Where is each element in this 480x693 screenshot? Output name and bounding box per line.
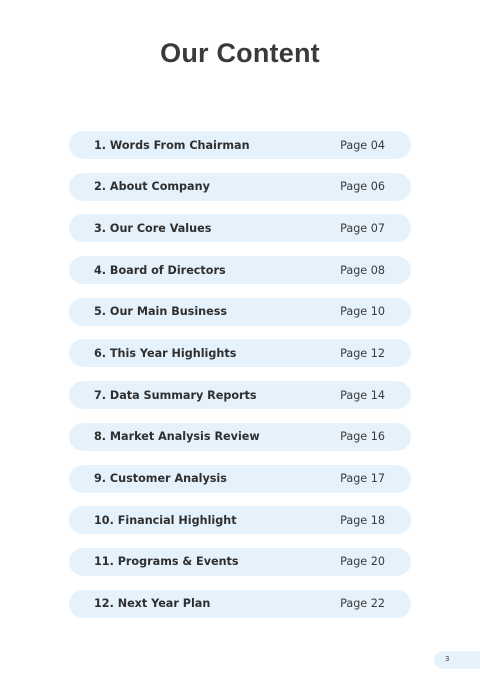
toc-item[interactable]	[69, 131, 411, 159]
toc-item[interactable]	[69, 506, 411, 534]
toc-item[interactable]	[69, 548, 411, 576]
toc-item-page: Page 14	[340, 388, 385, 402]
toc-item[interactable]	[69, 423, 411, 451]
toc-item-page: Page 20	[340, 555, 385, 569]
toc-item-label: 2. About Company	[94, 180, 210, 194]
toc-item[interactable]	[69, 214, 411, 242]
toc-item[interactable]	[69, 465, 411, 493]
toc-item-page: Page 16	[340, 430, 385, 444]
toc-item[interactable]	[69, 590, 411, 618]
toc-item[interactable]	[69, 298, 411, 326]
toc-item-label: 9. Customer Analysis	[94, 472, 227, 485]
toc-item[interactable]	[69, 173, 411, 201]
page-number: 3	[445, 655, 450, 663]
toc-item[interactable]	[69, 256, 411, 284]
toc-item-page: Page 22	[340, 597, 385, 611]
toc-item-label: 11. Programs & Events	[94, 555, 239, 569]
toc-item-page: Page 04	[340, 138, 385, 152]
toc-item[interactable]	[69, 381, 411, 409]
toc-item-page: Page 17	[340, 472, 385, 485]
toc-item-page: Page 18	[340, 513, 385, 527]
toc-item-label: 6. This Year Highlights	[94, 346, 237, 360]
toc-item-page: Page 07	[340, 221, 385, 235]
table-of-contents	[69, 131, 411, 631]
toc-item[interactable]	[69, 339, 411, 367]
page-number-tab	[434, 651, 480, 669]
toc-item-page: Page 10	[340, 305, 385, 319]
toc-item-label: 1. Words From Chairman	[94, 138, 250, 152]
page-title: Our Content	[160, 38, 320, 68]
toc-item-page: Page 06	[340, 180, 385, 194]
toc-item-page: Page 08	[340, 263, 385, 277]
toc-item-label: 3. Our Core Values	[94, 221, 212, 235]
toc-item-page: Page 12	[340, 346, 385, 360]
toc-item-label: 10. Financial Highlight	[94, 513, 237, 527]
toc-item-label: 12. Next Year Plan	[94, 597, 211, 611]
toc-item-label: 5. Our Main Business	[94, 305, 228, 319]
toc-item-label: 7. Data Summary Reports	[94, 388, 257, 402]
toc-item-label: 8. Market Analysis Review	[94, 430, 260, 444]
toc-item-label: 4. Board of Directors	[94, 263, 226, 277]
